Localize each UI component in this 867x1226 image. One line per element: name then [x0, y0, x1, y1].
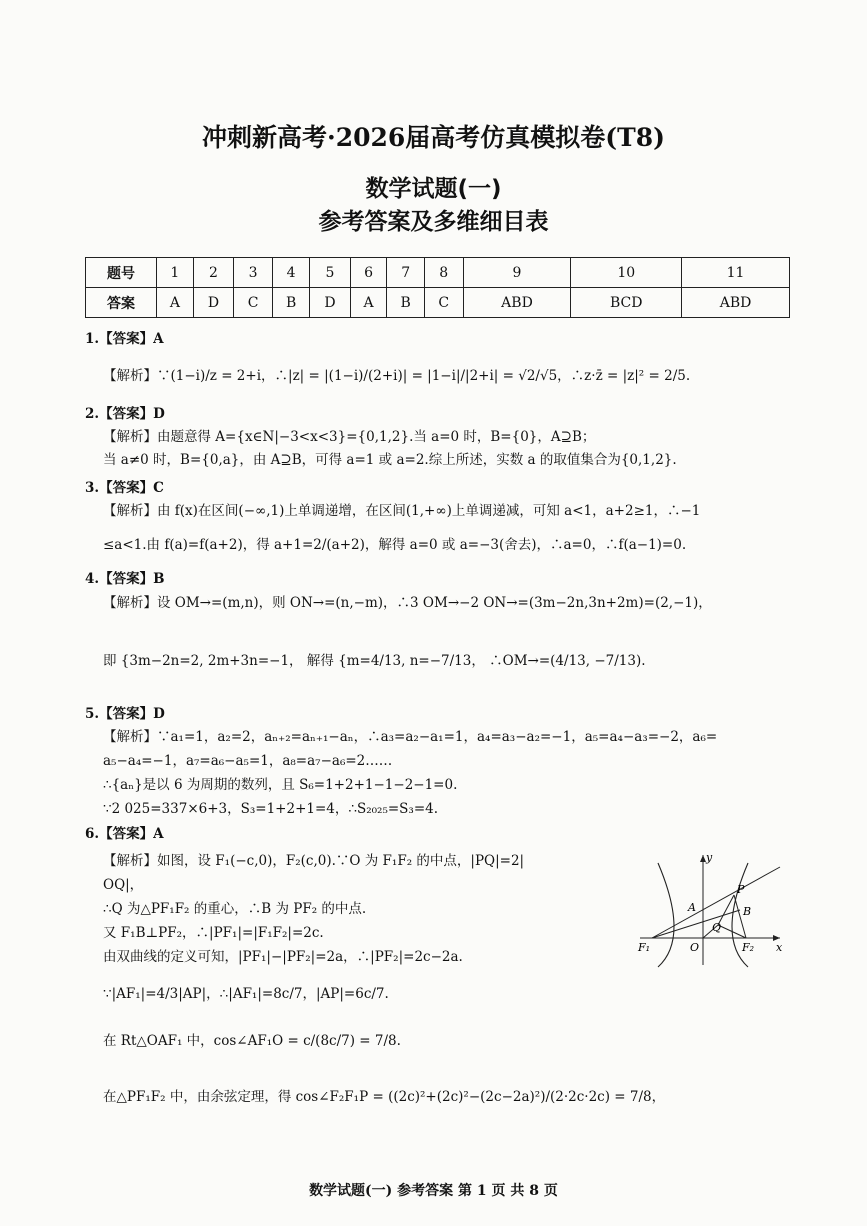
line-f1-b	[652, 910, 740, 938]
solution-line: ≤a<1.由 f(a)=f(a+2)，得 a+1=2/(a+2)，解得 a=0 或 a=−3(舍去)，∴a=0，∴f(a−1)=0.	[103, 537, 687, 553]
page-footer: 数学试题(一) 参考答案 第 1 页 共 8 页	[309, 1183, 558, 1199]
answer-heading: 6.【答案】A	[85, 826, 164, 842]
label-f1: F₁	[638, 941, 651, 954]
solution-line: 【解析】设 OM→=(m,n)，则 ON→=(n,−m)，∴3 OM→−2 ON→=(3m−2n,3n+2m)=(2,−1)，	[103, 595, 712, 611]
solution-line: a₅−a₄=−1，a₇=a₆−a₅=1，a₈=a₇−a₆=2……	[103, 753, 393, 769]
answer-heading: 2.【答案】D	[85, 406, 165, 422]
question-number-cell: 9	[463, 258, 571, 288]
answer-table	[85, 257, 790, 318]
question-number-cell: 11	[682, 258, 790, 288]
answer-cell: B	[387, 288, 424, 318]
question-number-cell: 1	[157, 258, 194, 288]
solution-line: ∴{aₙ}是以 6 为周期的数列，且 S₆=1+2+1−1−2−1=0.	[103, 777, 458, 793]
question-number-cell: 7	[387, 258, 424, 288]
question-number-cell: 3	[234, 258, 273, 288]
label-y: y	[706, 851, 713, 864]
label-q: Q	[712, 921, 722, 934]
answer-heading: 1.【答案】A	[85, 331, 164, 347]
table-row	[86, 258, 790, 288]
table-header-cell: 答案	[86, 288, 157, 318]
question-number-cell: 6	[350, 258, 387, 288]
solution-line: OQ|，	[103, 877, 144, 893]
solution-line: ∵2 025=337×6+3，S₃=1+2+1=4，∴S₂₀₂₅=S₃=4.	[103, 801, 439, 817]
answer-cell: D	[193, 288, 233, 318]
answer-heading: 4.【答案】B	[85, 571, 165, 587]
solution-line: 又 F₁B⊥PF₂，∴|PF₁|=|F₁F₂|=2c.	[103, 925, 324, 941]
solution-line: 在△PF₁F₂ 中，由余弦定理，得 cos∠F₂F₁P = ((2c)²+(2c)²−(2c−2a)²)/(2·2c·2c) = 7/8，	[103, 1089, 666, 1105]
solution-line: 在 Rt△OAF₁ 中，cos∠AF₁O = c/(8c/7) = 7/8.	[103, 1033, 401, 1049]
label-b: B	[743, 905, 752, 918]
label-a: A	[688, 901, 696, 914]
answer-cell: B	[272, 288, 309, 318]
solution-line: ∵|AF₁|=4/3|AP|，∴|AF₁|=8c/7，|AP|=6c/7.	[103, 986, 389, 1002]
question-number-cell: 8	[424, 258, 463, 288]
hyperbola-figure	[620, 845, 790, 970]
answer-cell: A	[350, 288, 387, 318]
solution-line: 【解析】由 f(x)在区间(−∞,1)上单调递增，在区间(1,+∞)上单调递减，可知 a<1，a+2≥1，∴−1	[103, 503, 701, 519]
answer-cell: A	[157, 288, 194, 318]
answer-cell: D	[310, 288, 350, 318]
answer-heading: 5.【答案】D	[85, 706, 165, 722]
answer-cell: ABD	[682, 288, 790, 318]
question-number-cell: 2	[193, 258, 233, 288]
section-heading: 参考答案及多维细目表	[318, 209, 549, 235]
answer-cell: C	[424, 288, 463, 318]
answer-cell: ABD	[463, 288, 571, 318]
question-number-cell: 10	[571, 258, 682, 288]
hyperbola-left-branch	[658, 863, 674, 967]
exam-title: 冲刺新高考·2026届高考仿真模拟卷(T8)	[202, 123, 665, 152]
solution-line: 【解析】∵a₁=1，a₂=2，aₙ₊₂=aₙ₊₁−aₙ，∴a₃=a₂−a₁=1，a₄=a₃−a₂=−1，a₅=a₄−a₃=−2，a₆=	[103, 729, 718, 745]
solution-line: 【解析】∵(1−i)/z = 2+i，∴|z| = |(1−i)/(2+i)| = |1−i|/|2+i| = √2/√5，∴z·z̄ = |z|² = 2/5.	[103, 368, 691, 384]
solution-line: 当 a≠0 时，B={0,a}，由 A⊇B，可得 a=1 或 a=2.综上所述，实数 a 的取值集合为{0,1,2}.	[103, 452, 677, 468]
label-x: x	[776, 941, 783, 954]
solution-line: 由双曲线的定义可知，|PF₁|−|PF₂|=2a，∴|PF₂|=2c−2a.	[103, 949, 463, 965]
solution-line: 即 {3m−2n=2, 2m+3n=−1， 解得 {m=4/13, n=−7/13， ∴OM→=(4/13, −7/13).	[103, 653, 646, 669]
table-header-cell: 题号	[86, 258, 157, 288]
answer-cell: C	[234, 288, 273, 318]
answer-cell: BCD	[571, 288, 682, 318]
table-row	[86, 288, 790, 318]
question-number-cell: 4	[272, 258, 309, 288]
solution-line: 【解析】如图，设 F₁(−c,0)，F₂(c,0).∵O 为 F₁F₂ 的中点，|PQ|=2|	[103, 853, 525, 869]
label-p: P	[737, 883, 745, 896]
exam-subtitle: 数学试题(一)	[365, 176, 502, 202]
label-o: O	[690, 941, 700, 954]
solution-line: ∴Q 为△PF₁F₂ 的重心，∴B 为 PF₂ 的中点.	[103, 901, 367, 917]
question-number-cell: 5	[310, 258, 350, 288]
solution-line: 【解析】由题意得 A={x∈N|−3<x<3}={0,1,2}.当 a=0 时，B={0}，A⊇B；	[103, 429, 596, 445]
label-f2: F₂	[742, 941, 755, 954]
answer-heading: 3.【答案】C	[85, 480, 164, 496]
